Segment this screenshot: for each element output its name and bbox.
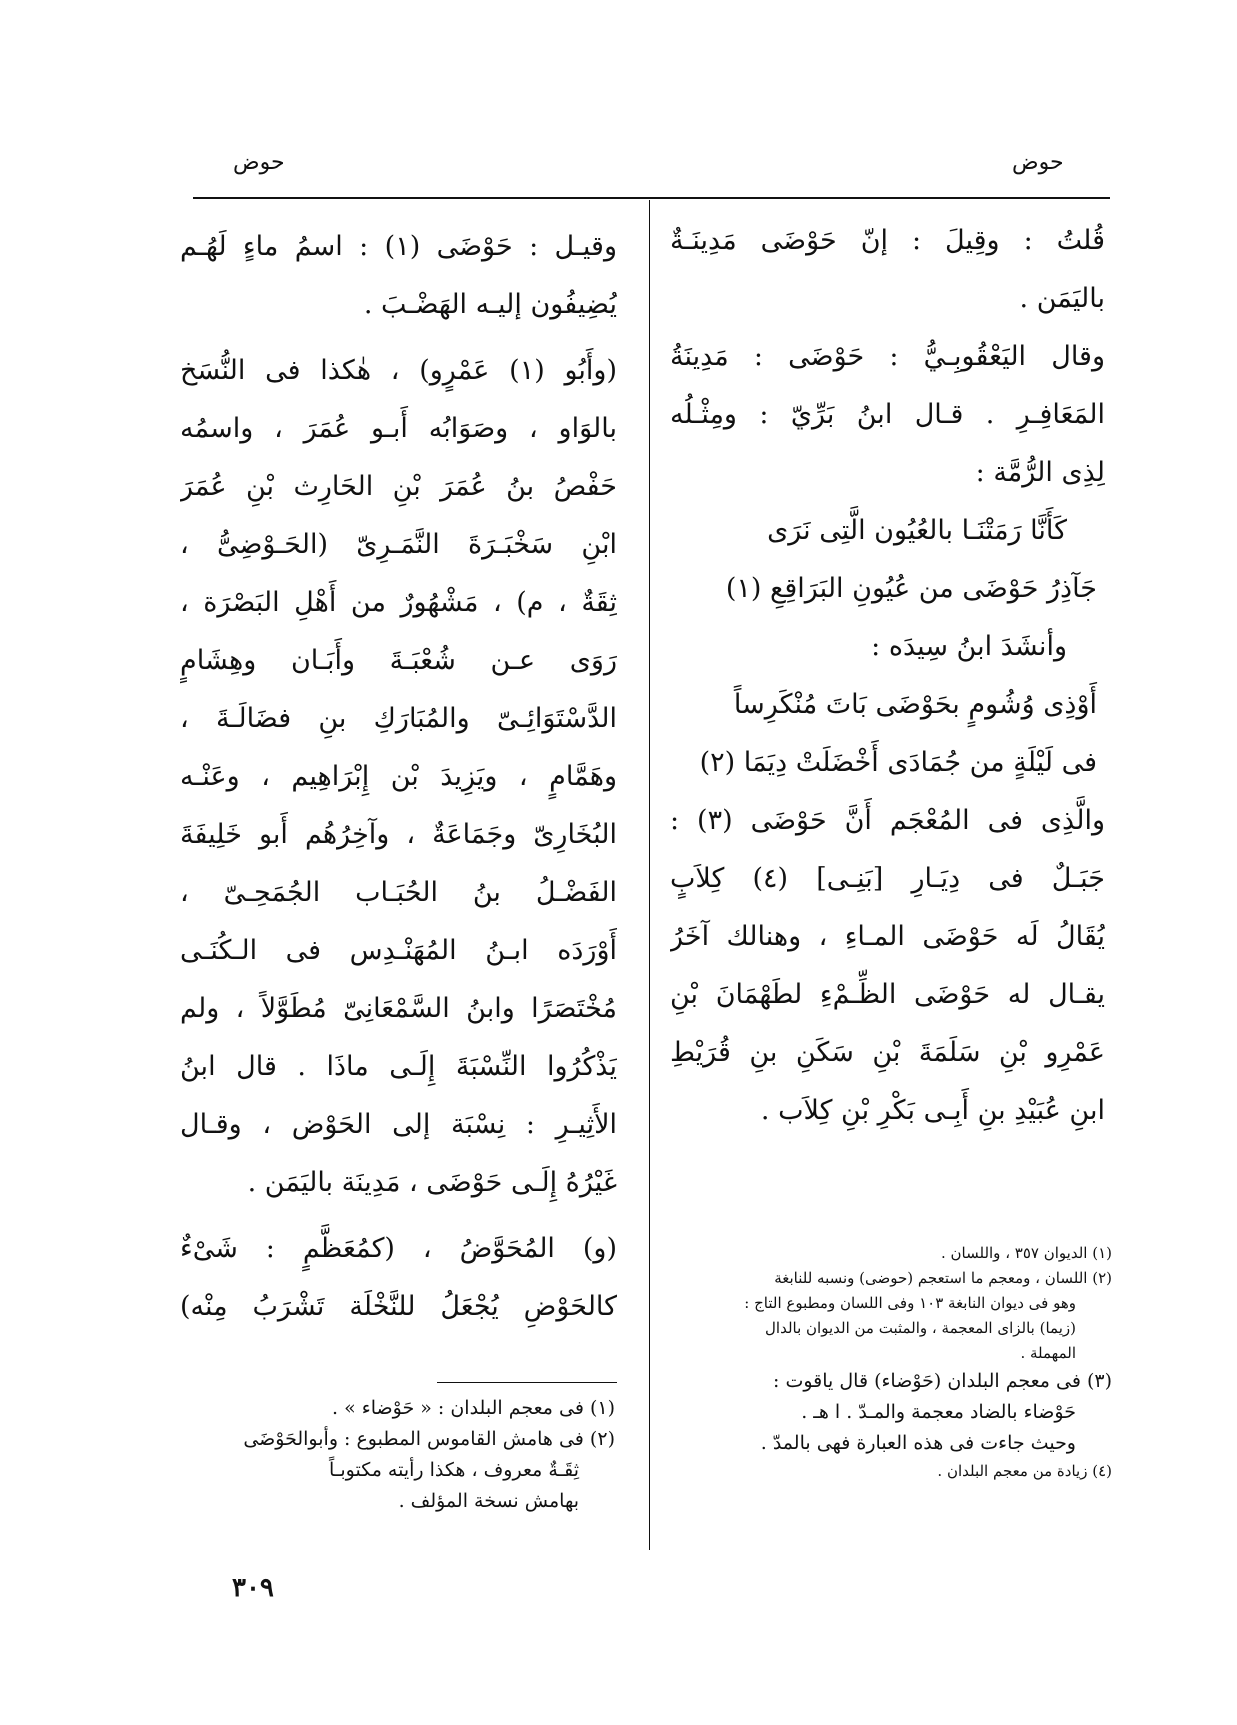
text-line: غَيْرُهُ إِلَـى حَوْضَى ، مَدِينَة باليَمَن . — [247, 1167, 617, 1198]
text-line: يُقَالُ لَه حَوْضَى المـاءِ ، وهنالك آخَرُ — [670, 921, 1105, 952]
text-line: البُخَارِىّ وجَمَاعَةٌ ، وآخِرُهُم أَبو خَلِيفَةَ — [180, 819, 617, 850]
text-line: ابنِ عُبَيْدِ بنِ أَبِـى بَكْرِ بْنِ كِلاَب . — [760, 1095, 1105, 1126]
verse-line: أَوْذِى وُشُومٍ بحَوْضَى بَاتَ مُنْكَرِساً — [733, 689, 1097, 720]
verse-line: فى لَيْلَةٍ من جُمَادَى أَخْضَلَتْ دِيَمَا (٢) — [699, 747, 1097, 778]
text-line: جَبَـلٌ فى دِيَـارِ [بَنِـى] (٤) كِلاَبٍ — [670, 863, 1105, 894]
footnote-continuation: (زيما) بالزاى المعجمة ، والمثبت من الديوان بالدال — [765, 1319, 1076, 1337]
text-line: وقيـل : حَوْضَى (١) : اسمُ ماءٍ لَهُـم — [180, 231, 617, 262]
text-line: يقـال له حَوْضَى الظِّـمْءِ لطَهْمَانَ بْنِ — [670, 979, 1105, 1010]
text-line: رَوَى عـن شُعْبَـةَ وأَبَـان وهِشَامٍ — [180, 645, 617, 676]
text-line: ابْنِ سَخْبَـرَةَ النَّمَـرِىّ (الحَـوْضِىُّ ، — [180, 529, 617, 560]
text-line: الفَضْـلُ بنُ الحُبَـاب الجُمَحِـىّ ، — [180, 877, 617, 908]
text-line: الدَّسْتَوَائِـىّ والمُبَارَكِ بنِ فضَالَـةَ ، — [180, 703, 617, 734]
text-line: الأَثِيـرِ : نِسْبَة إلى الحَوْض ، وقـال — [180, 1109, 617, 1140]
footnote-continuation: المهملة . — [1020, 1344, 1076, 1362]
left-column — [180, 218, 617, 1336]
text-line: يَذْكُرُوا النِّسْبَةَ إِلَـى ماذَا . قال ابنُ — [180, 1051, 617, 1082]
paragraph-gap — [180, 334, 617, 342]
footnote-rule-left — [437, 1382, 617, 1383]
running-header-right: حوض — [1012, 150, 1064, 175]
text-line: عَمْرِو بْنِ سَلَمَةَ بْنِ سَكَنِ بنِ قُرَيْطِ — [670, 1037, 1105, 1068]
text-line: وهَمَّامٍ ، ويَزِيدَ بْن إِبْرَاهِيم ، وعَنْـه — [180, 761, 617, 792]
footnote-continuation: بهامش نسخة المؤلف . — [398, 1490, 579, 1512]
verse-line: جَآذِرُ حَوْضَى من عُيُونِ البَرَاقِعِ (١) — [725, 573, 1097, 604]
right-column — [670, 212, 1105, 1140]
verse-line: كَأَنَّا رَمَتْنَـا بالعُيُون الَّتِى نَرَى — [767, 515, 1067, 546]
text-line: بالوَاو ، وصَوَابُه أَبـو عُمَرَ ، واسمُه — [180, 413, 617, 444]
text-line: (وأَبُو (١) عَمْرٍو) ، هٰكذا فى النُّسَخ — [180, 355, 617, 386]
footnote: (٢) فى هامش القاموس المطبوع : وأبوالحَوْضَى — [243, 1428, 615, 1450]
footnote: (٣) فى معجم البلدان (حَوْضاء) قال ياقوت : — [773, 1370, 1112, 1392]
footnote-continuation: وهو فى ديوان النابغة ١٠٣ وفى اللسان ومطبوع التاج : — [744, 1294, 1076, 1312]
column-divider — [649, 200, 650, 1550]
text-line: ثِقَةٌ ، م) ، مَشْهُورٌ من أَهْلِ البَصْرَة ، — [180, 587, 617, 618]
text-line: قُلتُ : وقِيلَ : إنّ حَوْضَى مَدِينَـةٌ — [670, 225, 1105, 256]
footnote: (٢) اللسان ، ومعجم ما استعجم (حوضى) ونسبه للنابغة — [774, 1269, 1112, 1287]
footnote: (٤) زيادة من معجم البلدان . — [937, 1462, 1112, 1480]
footnote: (١) الديوان ٣٥٧ ، واللسان . — [940, 1244, 1112, 1262]
text-line: لِذِى الرُّمَّة : — [975, 457, 1105, 488]
running-header-left: حوض — [233, 150, 285, 175]
footnote-continuation: حَوْضاء بالضاد معجمة والمـدّ . ا هـ . — [801, 1401, 1076, 1423]
text-line: باليَمَن . — [1019, 283, 1105, 314]
footnote: (١) فى معجم البلدان : « حَوْضاء » . — [332, 1397, 615, 1419]
text-line: والَّذِى فى المُعْجَم أَنَّ حَوْضَى (٣) : — [670, 805, 1105, 836]
paragraph-gap — [180, 1212, 617, 1220]
text-line: أَوْرَدَه ابـنُ المُهَنْـدِس فى الـكُنَـى — [180, 935, 617, 966]
text-line: (و) المُحَوَّضُ ، (كمُعَظَّمٍ : شَىْءٌ — [180, 1233, 617, 1264]
text-line: مُخْتَصَرًا وابنُ السَّمْعَانِىّ مُطَوَّلاً ، ولم — [180, 993, 617, 1024]
right-footnotes — [672, 1241, 1112, 1484]
footnote-continuation: ثِقَـةٌ معروف ، هكذا رأيته مكتوبـاً — [329, 1459, 579, 1481]
footnote-continuation: وحيث جاءت فى هذه العبارة فهى بالمدّ . — [760, 1432, 1076, 1454]
text-line: حَفْصُ بنُ عُمَرَ بْنِ الحَارِث بْنِ عُمَرَ — [180, 471, 617, 502]
page-number: ٣٠٩ — [232, 1573, 274, 1603]
text-line: وأنشَدَ ابنُ سِيدَه : — [871, 631, 1067, 662]
text-line: وقال اليَعْقُوبِـيُّ : حَوْضَى : مَدِينَةُ — [670, 341, 1105, 372]
text-line: المَعَافِـرِ . قـال ابنُ بَرِّيّ : ومِثْـلُه — [670, 399, 1105, 430]
text-line: كالحَوْضِ يُجْعَلُ للنَّخْلَة تَشْرَبُ مِنْه) — [180, 1291, 617, 1322]
left-footnotes — [200, 1393, 615, 1517]
header-rule — [193, 197, 1110, 199]
text-line: يُضِيفُون إليـه الهَضْـبَ . — [363, 289, 617, 320]
